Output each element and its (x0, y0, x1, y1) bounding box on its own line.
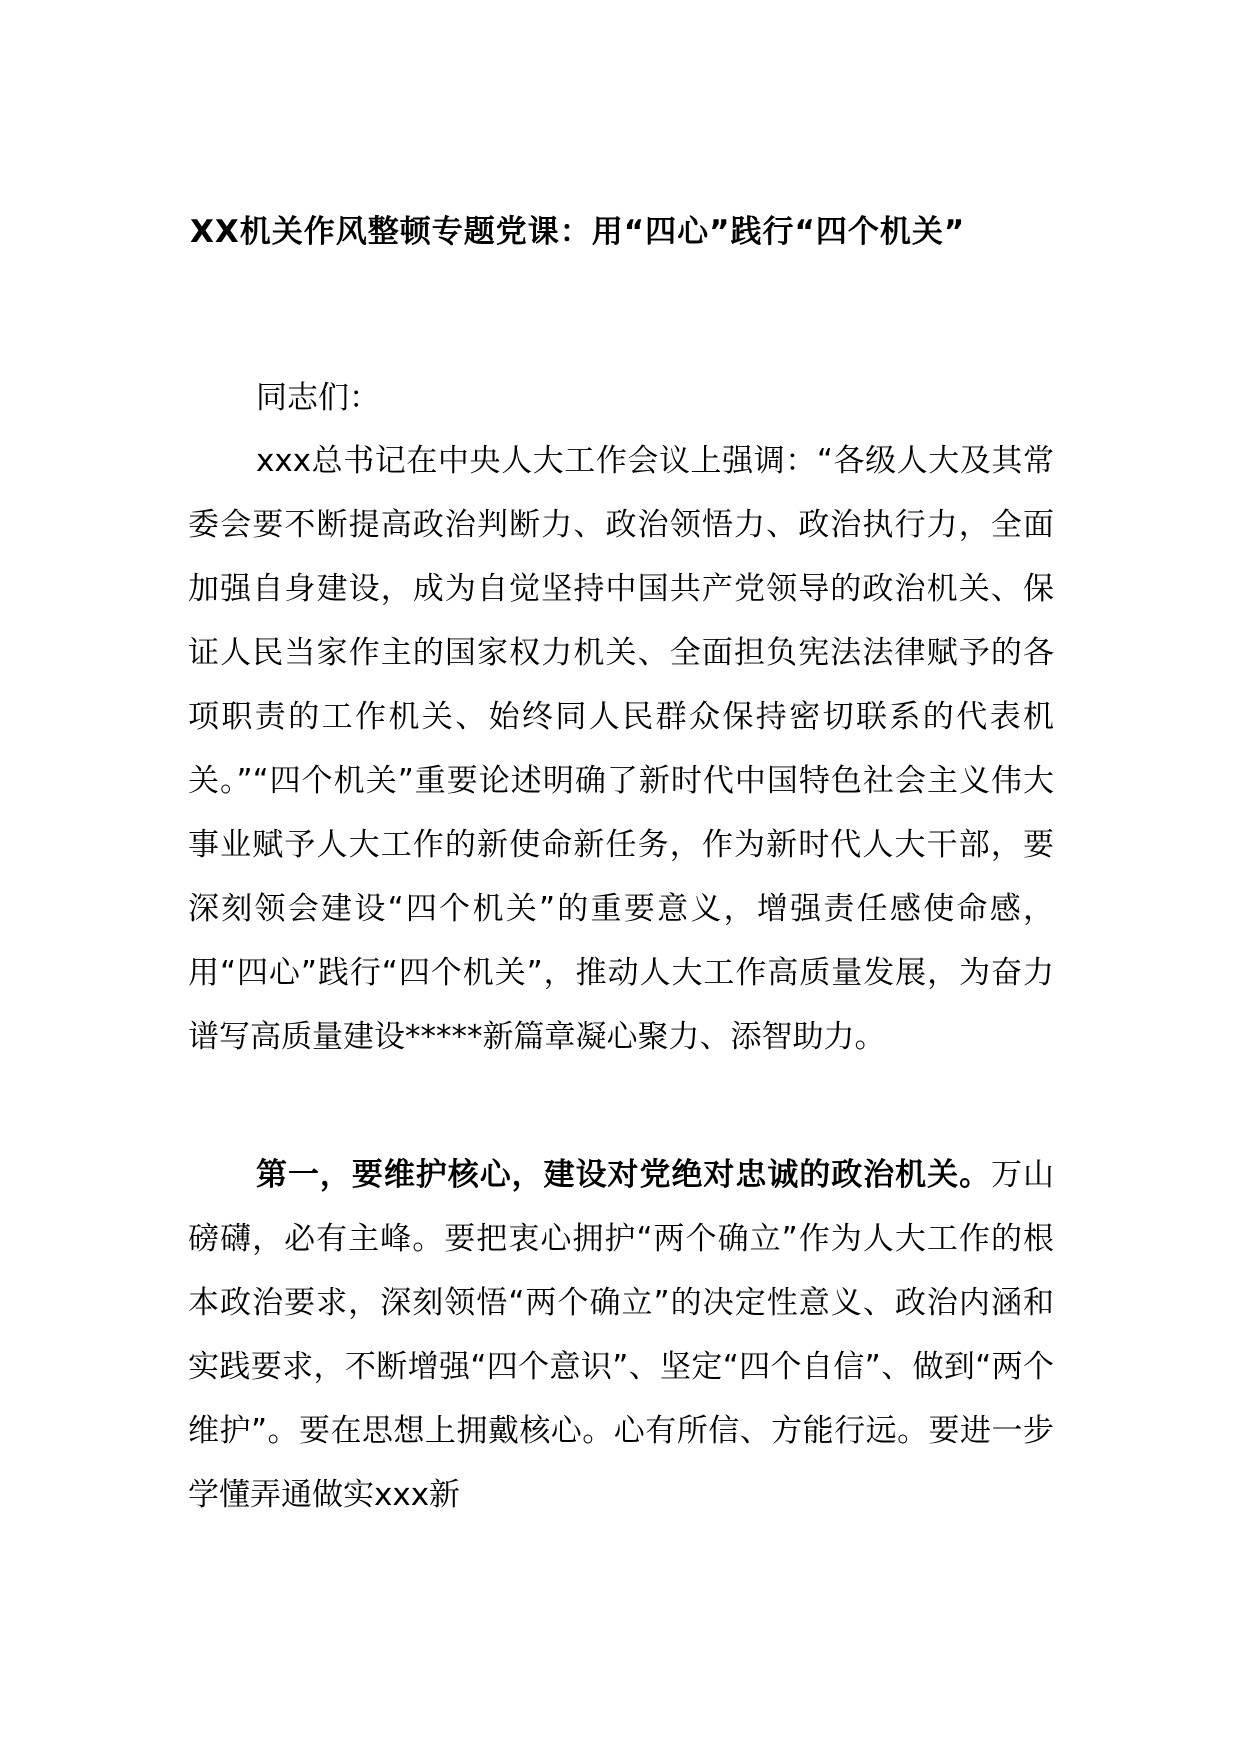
first-point-heading: 第一，要维护核心，建设对党绝对忠诚的政治机关。 (256, 1157, 992, 1193)
first-point-body: 万山磅礴，必有主峰。要把衷心拥护“两个确立”作为人大工作的根本政治要求，深刻领悟“两个确立”的决定性意义、政治内涵和实践要求，不断增强“四个意识”、坚定“四个自信”、做到“两个维护”。要在思想上拥戴核心。心有所信、方能行远。要进一步学懂弄通做实xxx新 (188, 1157, 1055, 1513)
paragraph-intro: xxx总书记在中央人大工作会议上强调：“各级人大及其常委会要不断提高政治判断力、政治领悟力、政治执行力，全面加强自身建设，成为自觉坚持中国共产党领导的政治机关、保证人民当家作主的国家权力机关、全面担负宪法法律赋予的各项职责的工作机关、始终同人民群众保持密切联系的代表机关。”“四个机关”重要论述明确了新时代中国特色社会主义伟大事业赋予人大工作的新使命新任务，作为新时代人大干部，要深刻领会建设“四个机关”的重要意义，增强责任感使命感，用“四心”践行“四个机关”，推动人大工作高质量发展，为奋力谱写高质量建设*****新篇章凝心聚力、添智助力。 (188, 443, 1054, 1055)
paragraph-first-point (188, 1143, 1054, 1527)
salutation: 同志们： (256, 380, 380, 416)
document-title: XX机关作风整顿专题党课：用“四心”践行“四个机关” (190, 214, 966, 250)
